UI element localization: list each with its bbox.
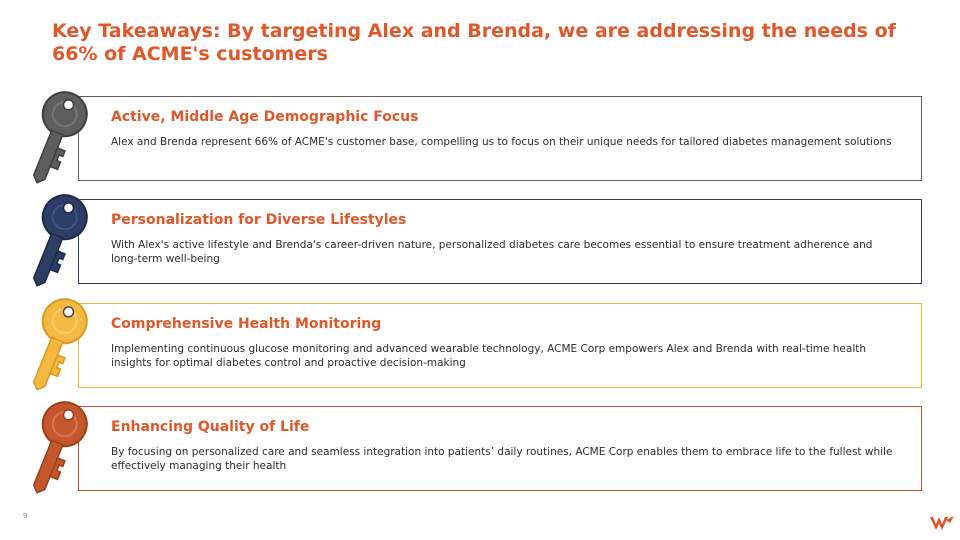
key-icon	[28, 297, 100, 395]
takeaway-heading: Enhancing Quality of Life	[111, 419, 310, 435]
takeaway-heading: Personalization for Diverse Lifestyles	[111, 212, 407, 228]
takeaway-text: Implementing continuous glucose monitoring and advanced wearable technology, ACME Corp empowers Alex and Brenda with real-time health insights for optimal diabetes control and proactive decision-making	[111, 343, 867, 369]
takeaway-card-monitoring	[78, 303, 922, 388]
brand-logo-icon	[928, 514, 956, 532]
takeaway-heading: Active, Middle Age Demographic Focus	[111, 109, 419, 125]
key-icon	[28, 193, 100, 291]
takeaway-card-quality-of-life	[78, 406, 922, 491]
takeaway-text: Alex and Brenda represent 66% of ACME's customer base, compelling us to focus on their unique needs for tailored diabetes management solutions	[111, 136, 892, 148]
page-number: 9	[23, 512, 28, 520]
slide-title: Key Takeaways: By targeting Alex and Brenda, we are addressing the needs of 66% of ACME's customers	[52, 20, 896, 65]
takeaway-card-demographic	[78, 96, 922, 181]
key-icon	[28, 400, 100, 498]
key-icon	[28, 90, 100, 188]
takeaway-text: With Alex's active lifestyle and Brenda's career-driven nature, personalized diabetes care becomes essential to ensure treatment adherence and long-term well-being	[111, 239, 873, 265]
takeaway-text: By focusing on personalized care and seamless integration into patients’ daily routines, ACME Corp enables them to embrace life to the fullest while effectively managing their health	[111, 446, 893, 472]
takeaway-heading: Comprehensive Health Monitoring	[111, 316, 382, 332]
takeaway-card-personalization	[78, 199, 922, 284]
